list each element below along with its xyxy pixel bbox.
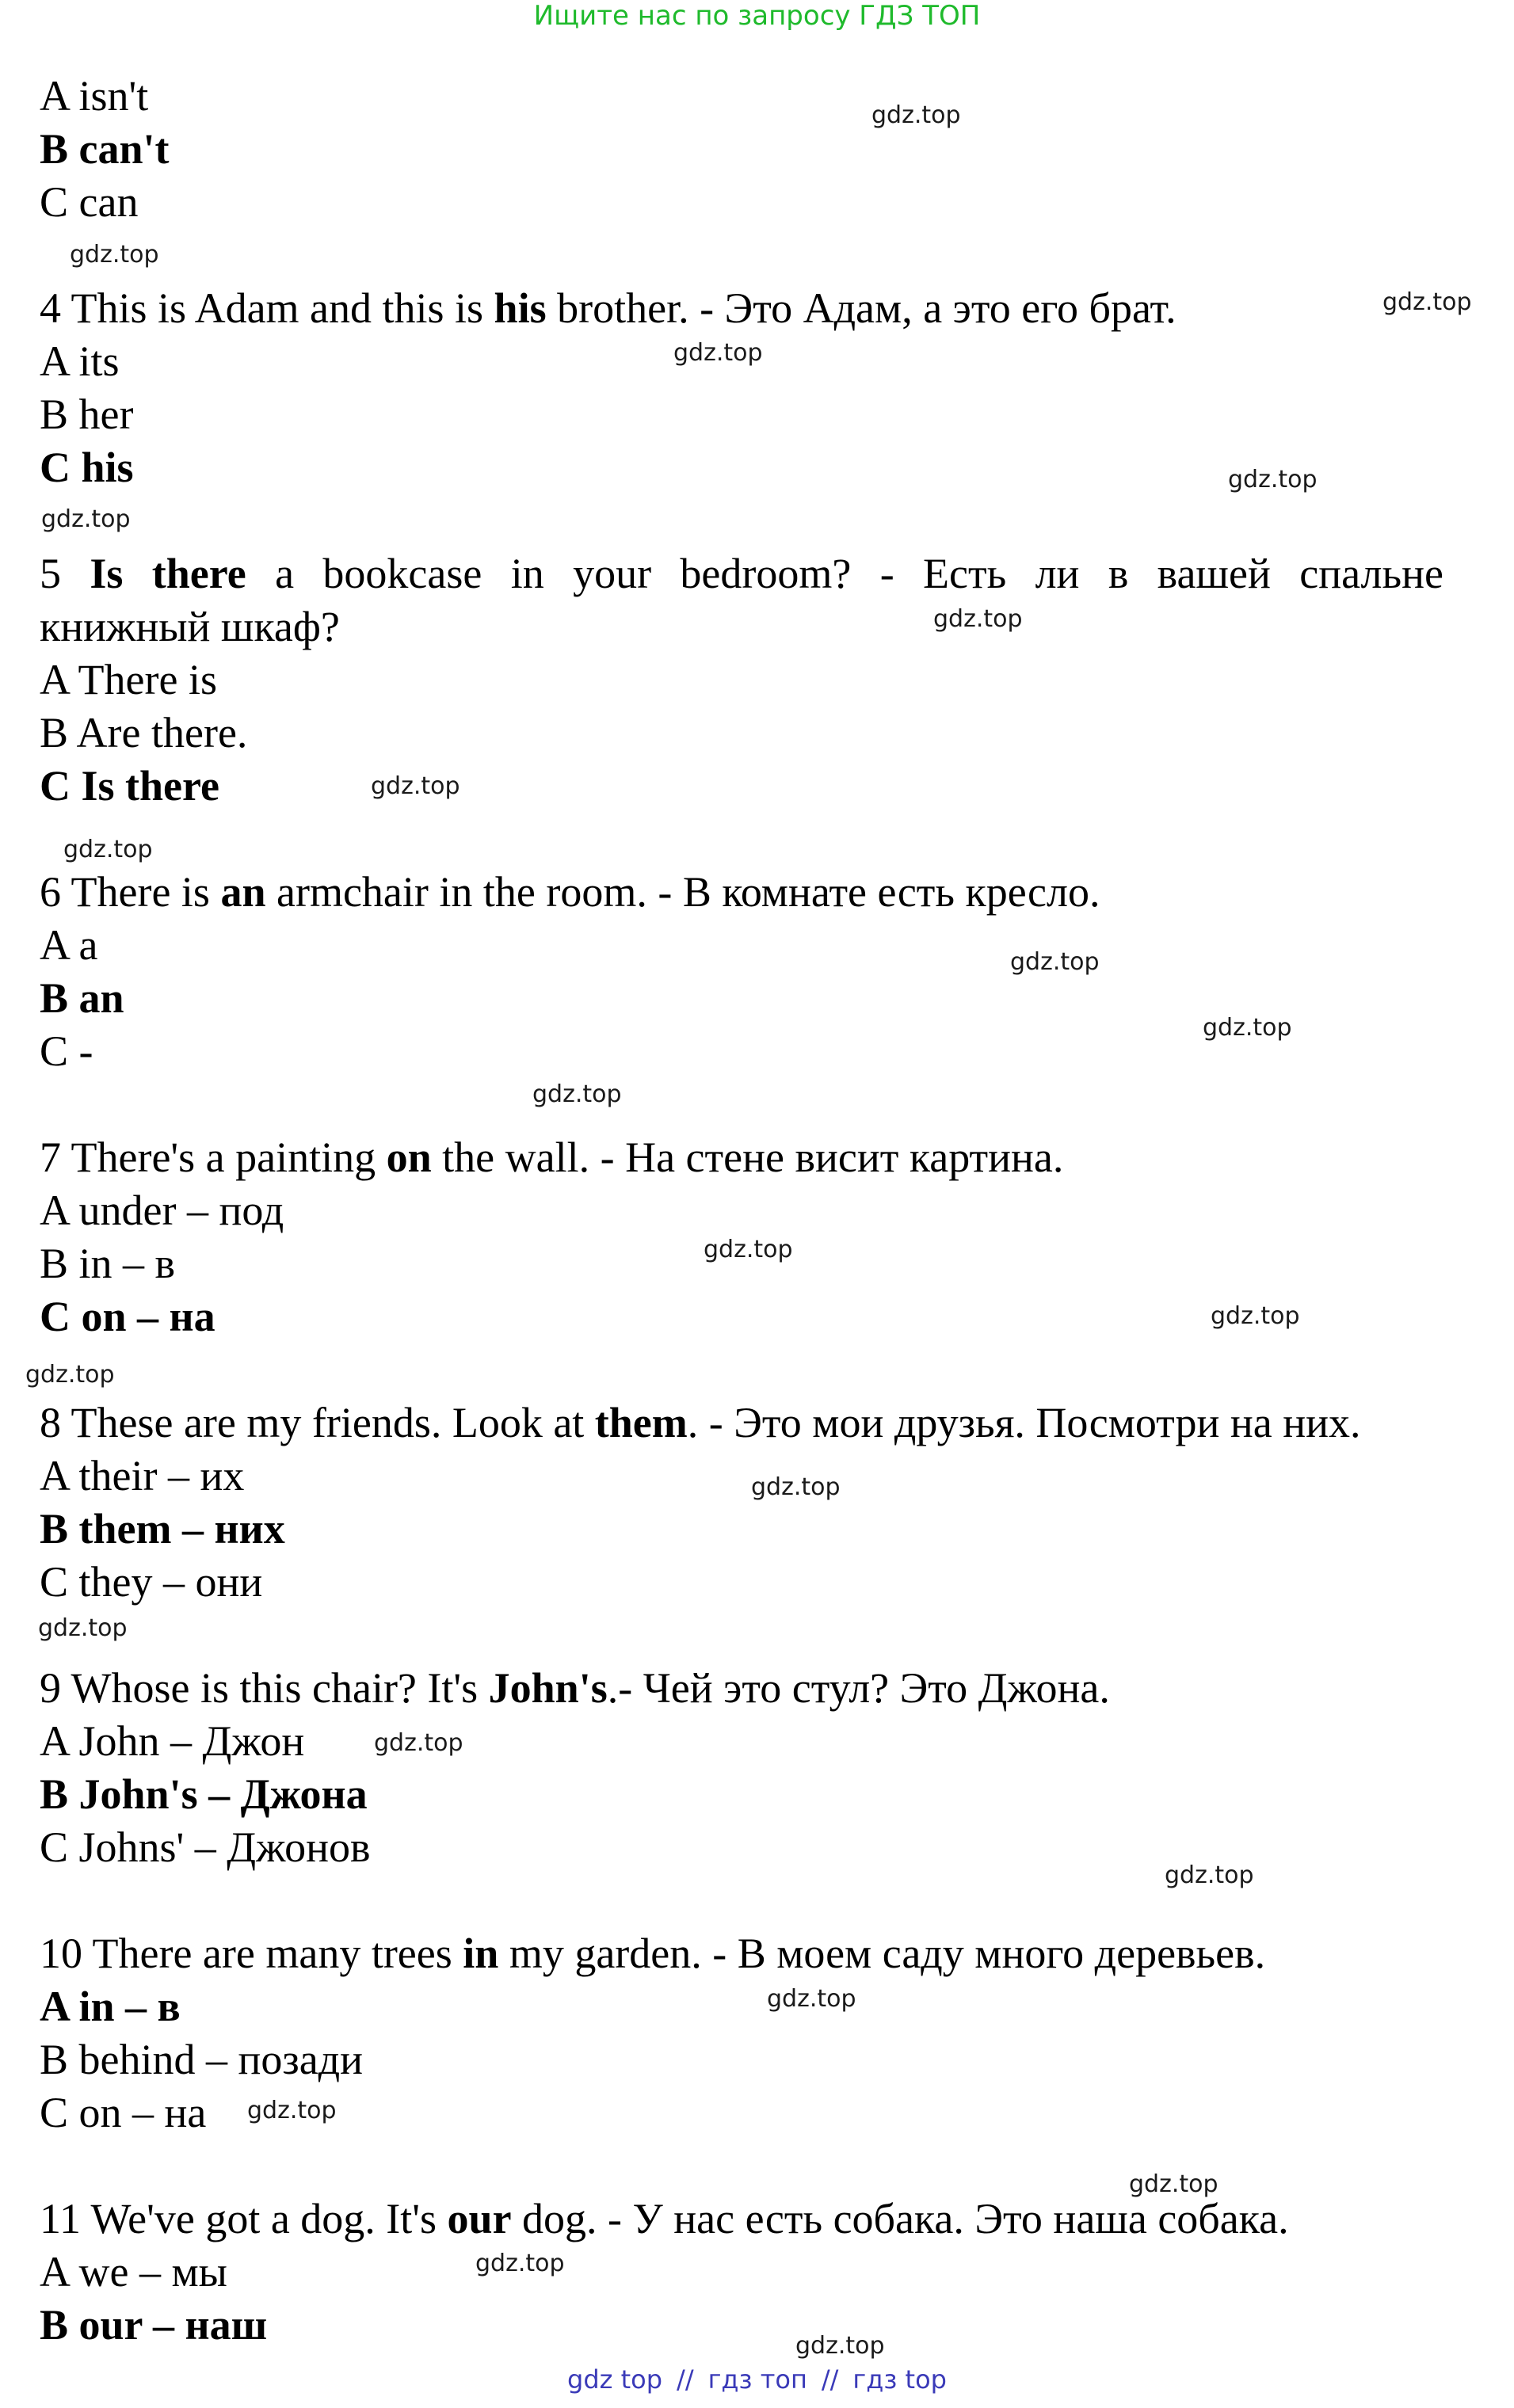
question-11: 11 We've got a dog. It's our dog. - У нас есть собака. Это наша собака. — [40, 2195, 1289, 2242]
option-line: A a — [40, 921, 98, 969]
watermark: gdz.top — [38, 1614, 128, 1642]
option-line-correct: C his — [40, 444, 134, 491]
option-line: C they – они — [40, 1558, 263, 1606]
watermark: gdz.top — [1382, 288, 1472, 316]
question-7: 7 There's a painting on the wall. - На стене висит картина. — [40, 1134, 1064, 1181]
option-line: A John – Джон — [40, 1717, 305, 1765]
watermark: gdz.top — [795, 2332, 885, 2360]
option-line: A their – их — [40, 1452, 245, 1499]
watermark: gdz.top — [41, 505, 131, 533]
watermark: gdz.top — [1010, 948, 1100, 976]
footer — [0, 2364, 1514, 2408]
question-8: 8 These are my friends. Look at them. - Это мои друзья. Посмотри на них. — [40, 1399, 1361, 1446]
watermark: gdz.top — [751, 1473, 841, 1501]
footer-link-gdz-top[interactable]: gdz top — [567, 2364, 663, 2395]
option-line: C - — [40, 1027, 93, 1075]
option-line-correct: B them – них — [40, 1505, 285, 1553]
watermark: gdz.top — [767, 1985, 856, 2013]
option-line-correct: C on – на — [40, 1293, 215, 1340]
watermark: gdz.top — [374, 1729, 463, 1757]
question-6: 6 There is an armchair in the room. - В комнате есть кресло. — [40, 868, 1100, 916]
watermark: gdz.top — [475, 2250, 565, 2277]
option-line-correct: B can't — [40, 125, 170, 173]
option-line: C can — [40, 178, 139, 226]
option-line: B behind – позади — [40, 2036, 364, 2083]
question-9: 9 Whose is this chair? It's John's.- Чей это стул? Это Джона. — [40, 1664, 1110, 1712]
watermark: gdz.top — [247, 2097, 337, 2124]
watermark: gdz.top — [25, 1361, 115, 1389]
top-banner: Ищите нас по запросу ГДЗ ТОП — [533, 0, 981, 32]
watermark: gdz.top — [1228, 466, 1318, 493]
watermark: gdz.top — [70, 241, 159, 269]
watermark: gdz.top — [371, 772, 460, 800]
option-line: C Johns' – Джонов — [40, 1823, 371, 1871]
option-line: A There is — [40, 656, 217, 703]
watermark: gdz.top — [63, 836, 153, 863]
watermark: gdz.top — [1165, 1861, 1254, 1889]
option-line: B Are there. — [40, 709, 248, 756]
footer-separator: // — [677, 2364, 694, 2395]
watermark: gdz.top — [673, 339, 763, 367]
footer-separator: // — [821, 2364, 839, 2395]
option-line: B in – в — [40, 1240, 176, 1287]
watermark: gdz.top — [1211, 1302, 1300, 1330]
question-10: 10 There are many trees in my garden. - В моем саду много деревьев. — [40, 1930, 1266, 1977]
watermark: gdz.top — [704, 1236, 793, 1263]
option-line: A we – мы — [40, 2248, 227, 2296]
option-line: A its — [40, 337, 120, 385]
option-line-correct: B an — [40, 974, 124, 1022]
watermark: gdz.top — [1203, 1014, 1292, 1042]
watermark: gdz.top — [532, 1080, 622, 1108]
option-line-correct: B our – наш — [40, 2301, 268, 2349]
question-5-continuation: книжный шкаф? — [40, 603, 340, 650]
footer-link-gdz-top-mixed[interactable]: гдз top — [852, 2364, 947, 2395]
watermark: gdz.top — [933, 605, 1023, 633]
watermark: gdz.top — [871, 101, 961, 129]
watermark: gdz.top — [1129, 2170, 1218, 2198]
question-5: 5 Is there a bookcase in your bedroom? - Есть ли в вашей спальне — [40, 550, 1443, 597]
option-line-correct: C Is there — [40, 762, 219, 810]
option-line: A isn't — [40, 72, 149, 120]
footer-link-gdz-top-ru[interactable]: гдз топ — [707, 2364, 807, 2395]
option-line-correct: A in – в — [40, 1983, 181, 2030]
option-line: C on – на — [40, 2089, 207, 2136]
question-4: 4 This is Adam and this is his brother. - Это Адам, а это его брат. — [40, 284, 1176, 332]
option-line-correct: B John's – Джона — [40, 1770, 368, 1818]
option-line: A under – под — [40, 1187, 284, 1234]
option-line: B her — [40, 391, 134, 438]
